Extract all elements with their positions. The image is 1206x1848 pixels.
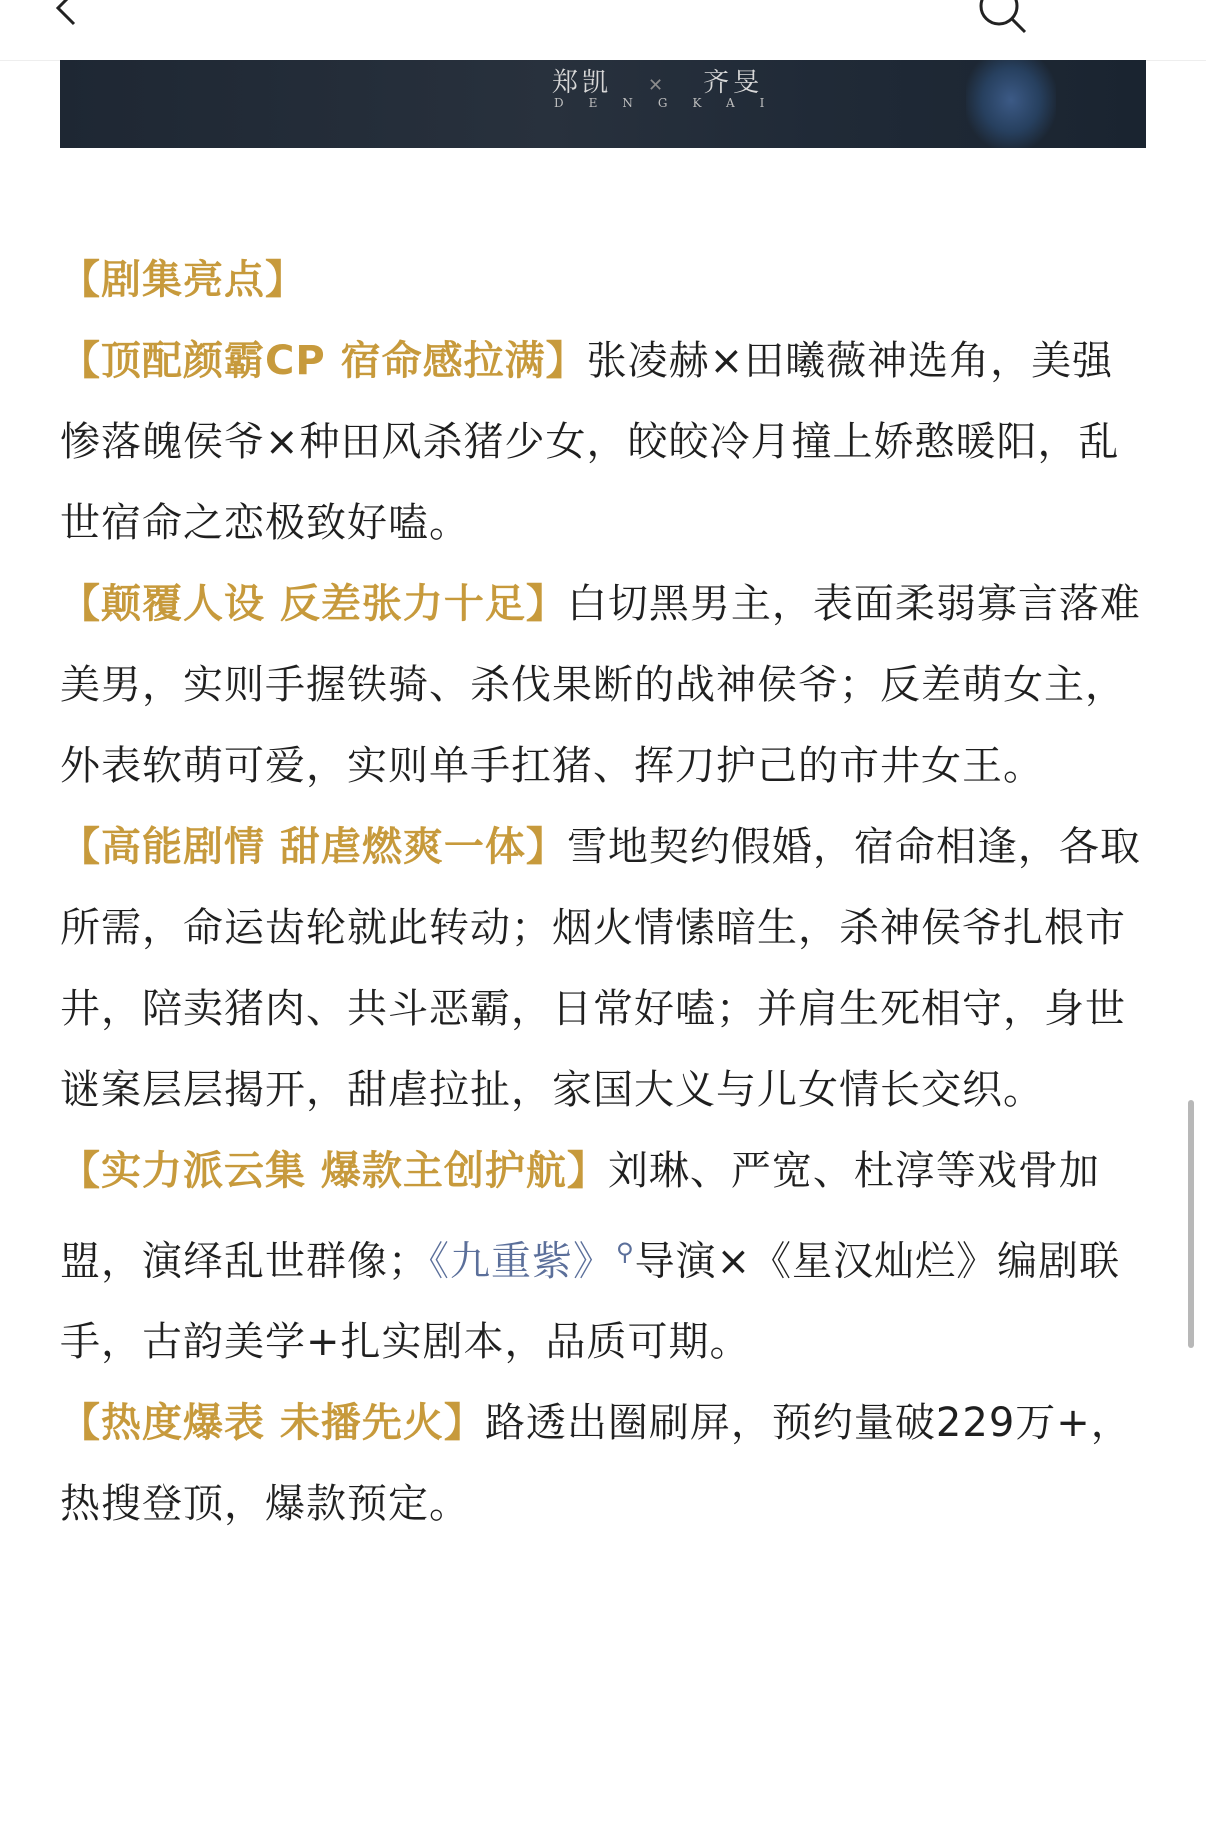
drama-link[interactable]: 《九重紫》 bbox=[429, 1238, 614, 1285]
credit-left: 郑凯 bbox=[552, 68, 613, 98]
credit-subtitle: DENGKAI bbox=[554, 96, 790, 110]
search-icon[interactable] bbox=[975, 0, 1031, 38]
highlight-tag: 【顶配颜霸CP 宿命感拉满】 bbox=[60, 338, 587, 384]
credit-cross-icon: ✕ bbox=[648, 75, 668, 96]
back-arrow-icon[interactable] bbox=[48, 0, 88, 28]
highlight-paragraph bbox=[60, 1131, 1150, 1383]
highlight-paragraph bbox=[60, 564, 1150, 807]
section-title: 【剧集亮点】 bbox=[60, 257, 306, 303]
highlight-tag: 【高能剧情 甜虐燃爽一体】 bbox=[60, 824, 567, 870]
poster-banner bbox=[60, 60, 1146, 148]
highlight-text: 白切黑男主，表面柔弱寡言落难美男，实则手握铁骑、杀伐果断的战神侯爷；反差萌女主，外表软萌可爱，实则单手扛猪、挥刀护己的市井女王。 bbox=[60, 581, 1141, 789]
banner-credit bbox=[552, 62, 763, 99]
article-body bbox=[60, 240, 1150, 1545]
bottom-fade bbox=[0, 1780, 1206, 1848]
highlight-paragraph bbox=[60, 321, 1150, 564]
highlight-paragraph bbox=[60, 807, 1150, 1131]
link-search-icon[interactable]: ⚲ bbox=[616, 1238, 635, 1266]
highlight-tag: 【实力派云集 爆款主创护航】 bbox=[60, 1148, 608, 1194]
highlight-tag: 【热度爆表 未播先火】 bbox=[60, 1400, 485, 1447]
highlight-text: 雪地契约假婚，宿命相逢，各取所需，命运齿轮就此转动；烟火情愫暗生，杀神侯爷扎根市井，陪卖猪肉、共斗恶霸，日常好嗑；并肩生死相守，身世谜案层层揭开，甜虐拉扯，家国大义与儿女情长交织。 bbox=[60, 824, 1141, 1113]
highlight-text: 刘琳、严宽、杜淳等戏骨加盟，演绎乱世群像； bbox=[60, 1148, 1100, 1285]
highlight-text: 路透出圈刷屏，预约量破229万+，热搜登顶，爆款预定。 bbox=[60, 1400, 1132, 1528]
credit-right: 齐旻 bbox=[703, 68, 764, 98]
highlight-text: 张凌赫×田曦薇神选角，美强惨落魄侯爷×种田风杀猪少女，皎皎冷月撞上娇憨暖阳，乱世宿命之恋极致好嗑。 bbox=[60, 338, 1120, 546]
banner-decoration bbox=[966, 60, 1056, 148]
top-nav-bar bbox=[0, 0, 1206, 61]
scrollbar-thumb[interactable] bbox=[1188, 1100, 1194, 1348]
highlight-tag: 【颠覆人设 反差张力十足】 bbox=[60, 581, 567, 627]
highlight-paragraph bbox=[60, 1383, 1150, 1545]
highlight-text: 导演×《星汉灿烂》编剧联手，古韵美学+扎实剧本，品质可期。 bbox=[60, 1238, 1121, 1366]
